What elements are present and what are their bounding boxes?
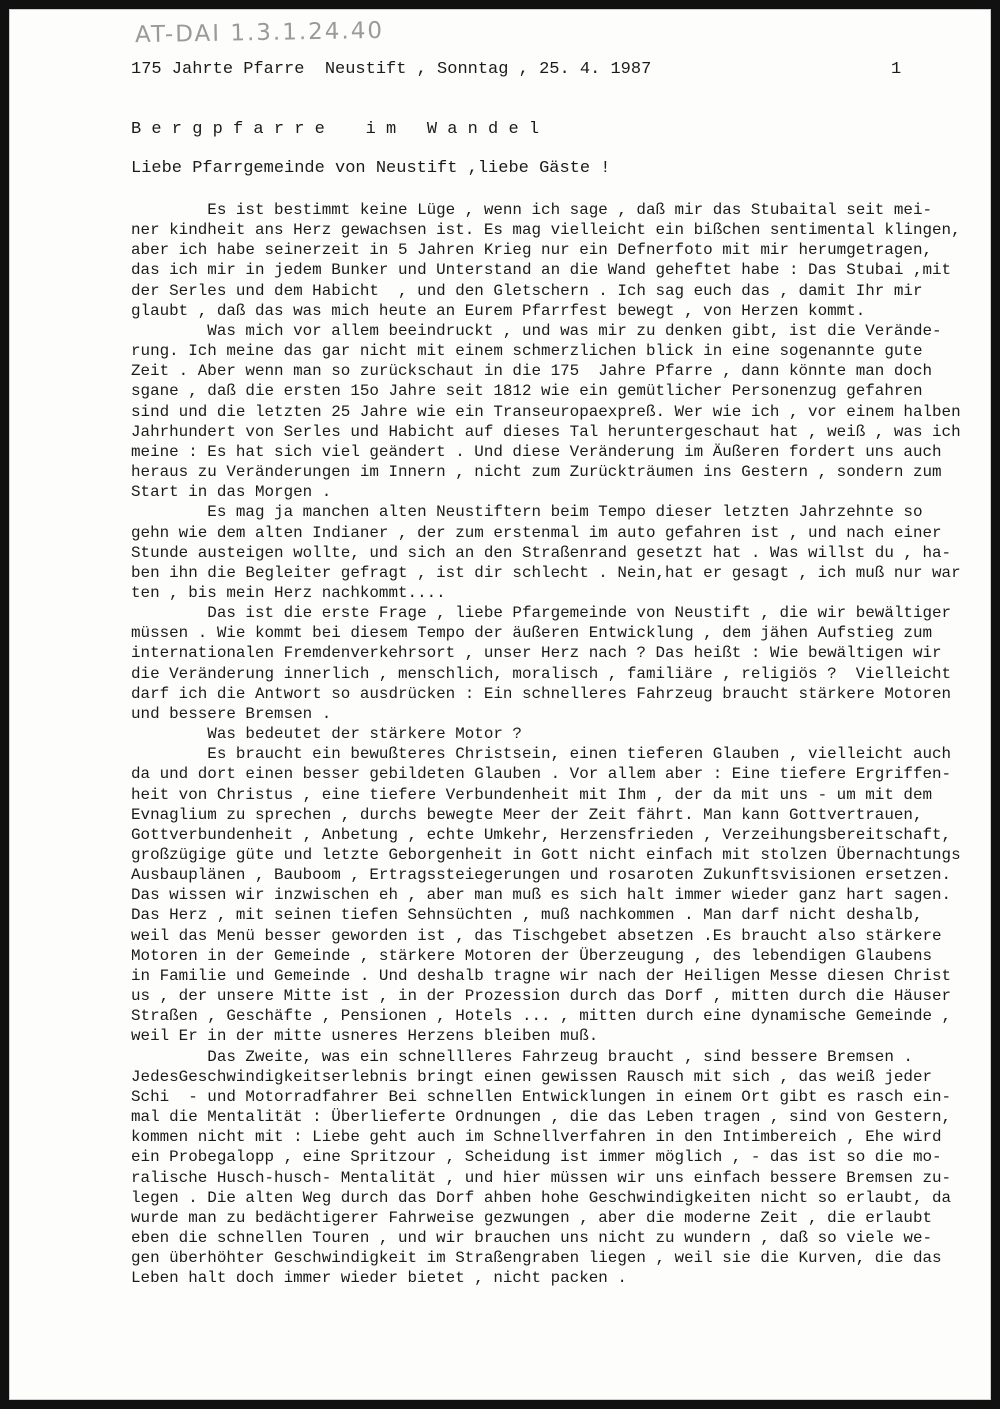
archive-signature: AT-DAI 1.3.1.24.40 — [134, 17, 385, 49]
body-line: us , der unsere Mitte ist , in der Prozession durch das Dorf , mitten durch die Häuser — [131, 987, 952, 1006]
salutation: Liebe Pfarrgemeinde von Neustift ,liebe Gäste ! — [131, 159, 611, 178]
body-line: eben die schnellen Touren , und wir brauchen uns nicht zu wundern , daß so viele we- — [131, 1228, 933, 1247]
body-line: meine : Es hat sich viel geändert . Und diese Veränderung im Äußeren fordert uns auch — [131, 442, 942, 461]
body-text — [131, 200, 961, 1288]
body-line: Es mag ja manchen alten Neustiftern beim Tempo dieser letzten Jahrzehnte so — [131, 503, 923, 522]
body-line: Stunde austeigen wollte, und sich an den Straßenrand gesetzt hat . Was willst du , ha- — [131, 543, 952, 562]
body-line: glaubt , daß das was mich heute an Eurem Pfarrfest bewegt , von Herzen kommt. — [131, 301, 866, 320]
body-line: die Veränderung innerlich , menschlich, moralisch , familiäre , religiös ? Vielleicht — [131, 664, 952, 683]
body-line: Leben halt doch immer wieder bietet , nicht packen . — [131, 1269, 627, 1288]
body-line: gen überhöhter Geschwindigkeit im Straßengraben liegen , weil sie die Kurven, die das — [131, 1249, 942, 1268]
body-line: Was bedeutet der stärkere Motor ? — [131, 725, 522, 744]
body-line: weil das Menü besser geworden ist , das Tischgebet absetzen .Es braucht also stärkere — [131, 926, 942, 945]
body-line: Es braucht ein bewußteres Christsein, einen tieferen Glauben , vielleicht auch — [131, 745, 952, 764]
body-line: Evnaglium zu sprechen , durchs bewegte Meer der Zeit fährt. Man kann Gottvertrauen, — [131, 805, 923, 824]
body-line: Motoren in der Gemeinde , stärkere Motoren der Überzeugung , des lebendigen Glaubens — [131, 946, 933, 965]
body-line: Straßen , Geschäfte , Pensionen , Hotels ... , mitten durch eine dynamische Gemeinde , — [131, 1007, 952, 1026]
body-line: da und dort einen besser gebildeten Glauben . Vor allem aber : Eine tiefere Ergriffen- — [131, 765, 952, 784]
body-line: weil Er in der mitte usneres Herzens bleiben muß. — [131, 1027, 599, 1046]
body-line: heit von Christus , eine tiefere Verbundenheit mit Ihm , der da mit uns - um mit dem — [131, 785, 933, 804]
body-line: heraus zu Veränderungen im Innern , nicht zum Zurückträumen ins Gestern , sondern zum — [131, 463, 942, 482]
body-line: Das wissen wir inzwischen eh , aber man muß es sich halt immer wieder ganz hart sagen. — [131, 886, 952, 905]
body-line: Gottverbundenheit , Anbetung , echte Umkehr, Herzensfrieden , Verzeihungsbereitschaft, — [131, 825, 952, 844]
body-line: ner kindheit ans Herz gewachsen ist. Es mag vielleicht ein bißchen sentimental klingen, — [131, 221, 961, 240]
document-title: B e r g p f a r r e i m W a n d e l — [131, 120, 540, 139]
body-line: müssen . Wie kommt bei diesem Tempo der äußeren Entwicklung , dem jähen Aufstieg zum — [131, 624, 933, 643]
page-number: 1 — [891, 60, 902, 79]
body-line: Jahrhundert von Serles und Habicht auf dieses Tal heruntergeschaut hat , weiß , was ich — [131, 422, 961, 441]
body-line: Ausbauplänen , Bauboom , Ertragssteiegerungen und rosaroten Zukunftsvisionen ersetzen. — [131, 866, 952, 885]
body-line: Start in das Morgen . — [131, 483, 332, 502]
body-line: Es ist bestimmt keine Lüge , wenn ich sage , daß mir das Stubaital seit mei- — [131, 201, 933, 219]
body-line: Das Zweite, was ein schnellleres Fahrzeug braucht , sind bessere Bremsen . — [131, 1047, 913, 1066]
body-line: kommen nicht mit : Liebe geht auch im Schnellverfahren in den Intimbereich , Ehe wird — [131, 1128, 942, 1147]
body-line: Schi - und Motorradfahrer Bei schnellen Entwicklungen in einem Ort gibt es rasch ein- — [131, 1087, 952, 1106]
body-line: Was mich vor allem beeindruckt , und was mir zu denken gibt, ist die Verände- — [131, 321, 942, 340]
body-line: Das Herz , mit seinen tiefen Sehnsüchten , muß nachkommen . Man darf nicht deshalb, — [131, 906, 923, 925]
body-line: aber ich habe seinerzeit in 5 Jahren Krieg nur ein Defnerfoto mit mir herumgetragen, — [131, 241, 933, 260]
body-line: sind und die letzten 25 Jahre wie ein Transeuropaexpreß. Wer wie ich , vor einem halben — [131, 402, 961, 421]
body-line: Das ist die erste Frage , liebe Pfargemeinde von Neustift , die wir bewältiger — [131, 604, 952, 623]
body-line: wurde man zu bedächtigerer Fahrweise gezwungen , aber die moderne Zeit , die erlaubt — [131, 1208, 933, 1227]
body-line: legen . Die alten Weg durch das Dorf ahben hohe Geschwindigkeiten nicht so erlaubt, da — [131, 1188, 952, 1207]
body-line: ralische Husch-husch- Mentalität , und hier müssen wir uns einfach bessere Bremsen zu- — [131, 1168, 952, 1187]
document-header: 175 Jahrte Pfarre Neustift , Sonntag , 25. 4. 1987 — [131, 60, 652, 79]
body-line: gehn wie dem alten Indianer , der zum erstenmal im auto gefahren ist , und nach einer — [131, 523, 942, 542]
body-line: ben ihn die Begleiter gefragt , ist dir schlecht . Nein,hat er gesagt , ich muß nur war — [131, 563, 961, 582]
body-line: in Familie und Gemeinde . Und deshalb tragne wir nach der Heiligen Messe diesen Christ — [131, 966, 952, 985]
body-line: mal die Mentalität : Überlieferte Ordnungen , die das Leben tragen , sind von Gestern, — [131, 1108, 952, 1127]
body-line: JedesGeschwindigkeitserlebnis bringt einen gewissen Rausch mit sich , das weiß jeder — [131, 1067, 933, 1086]
body-line: ten , bis mein Herz nachkommt.... — [131, 583, 446, 602]
body-line: darf ich die Antwort so ausdrücken : Ein schnelleres Fahrzeug braucht stärkere Motoren — [131, 684, 952, 703]
body-line: sgane , daß die ersten 15o Jahre seit 1812 wie ein gemütlicher Personenzug gefahren — [131, 382, 923, 401]
body-line: internationalen Fremdenverkehrsort , unser Herz nach ? Das heißt : Wie bewältigen wir — [131, 644, 942, 663]
body-line: der Serles und dem Habicht , und den Gletschern . Ich sag euch das , damit Ihr mir — [131, 281, 923, 300]
body-line: großzügige güte und letzte Geborgenheit in Gott nicht einfach mit stolzen Übernachtungs — [131, 846, 961, 864]
body-line: und bessere Bremsen . — [131, 704, 332, 723]
body-line: Zeit . Aber wenn man so zurückschaut in die 175 Jahre Pfarre , dann könnte man doch — [131, 362, 933, 381]
body-line: rung. Ich meine das gar nicht mit einem schmerzlichen blick in eine sogenannte gute — [131, 342, 923, 361]
body-line: ein Probegalopp , eine Spritzour , Scheidung ist immer möglich , - das ist so die mo- — [131, 1148, 942, 1167]
body-line: das ich mir in jedem Bunker und Unterstand an die Wand geheftet habe : Das Stubai ,mit — [131, 261, 952, 280]
